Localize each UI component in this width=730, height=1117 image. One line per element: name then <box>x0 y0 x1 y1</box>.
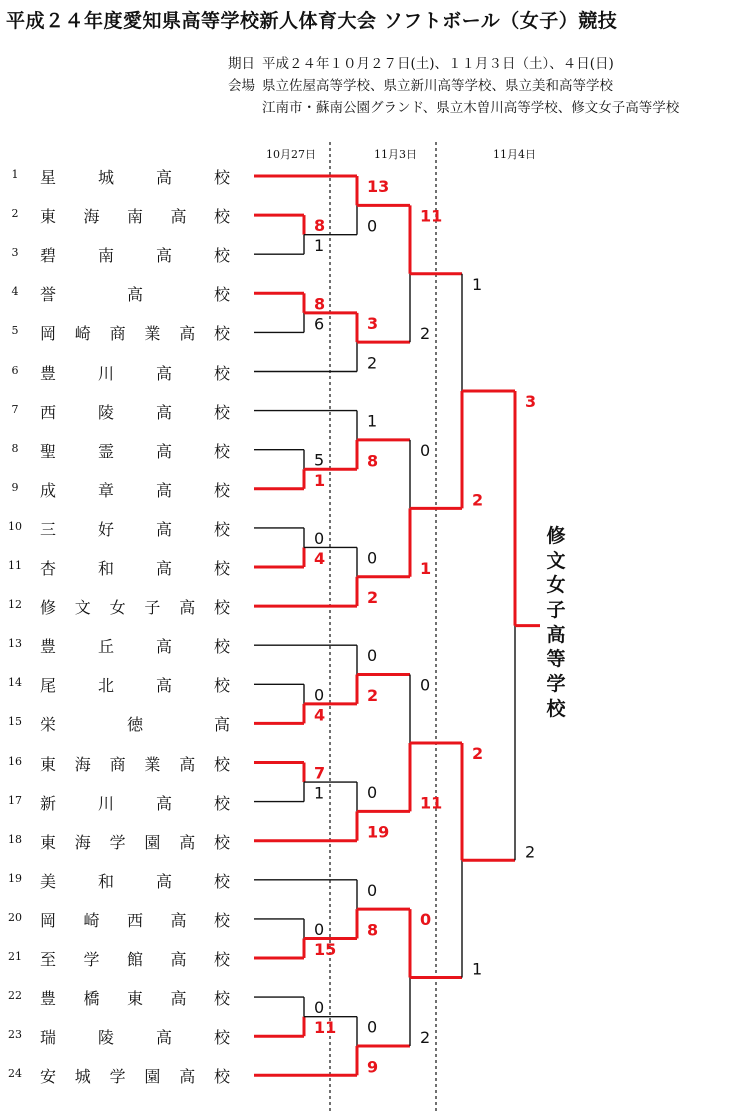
team-number: 10 <box>8 519 22 533</box>
team-number: 15 <box>8 715 22 729</box>
qf-score: 0 <box>420 675 431 695</box>
sf-score: 1 <box>472 274 483 294</box>
qf-score: 0 <box>420 910 432 930</box>
team-number: 3 <box>11 246 19 260</box>
r1-score: 1 <box>314 470 326 490</box>
sf-score: 1 <box>472 959 483 979</box>
team-name: 碧 南 高 校 <box>40 246 230 266</box>
r1-score: 5 <box>314 450 325 470</box>
r1-score: 6 <box>314 314 325 334</box>
r1-score: 0 <box>314 528 325 548</box>
venue-line-2: 江南市・蘇南公園グランド、県立木曽川高等学校、修文女子高等学校 <box>262 100 680 116</box>
r2-score: 19 <box>367 822 390 842</box>
team-number: 9 <box>11 480 19 494</box>
team-number: 8 <box>11 441 19 455</box>
qf-score: 2 <box>420 324 431 344</box>
team-number: 23 <box>8 1028 22 1042</box>
team-number: 18 <box>8 832 22 846</box>
date-label: 期日 <box>228 56 255 72</box>
r1-score: 4 <box>314 705 326 725</box>
team-number: 14 <box>8 676 22 690</box>
final-score: 3 <box>525 392 537 412</box>
team-number: 22 <box>8 989 22 1003</box>
team-name: 誉 高 校 <box>40 285 230 305</box>
r1-score: 15 <box>314 940 337 959</box>
team-name: 星 城 高 校 <box>40 168 230 187</box>
r1-score: 8 <box>314 294 326 314</box>
team-name: 至 学 館 高 校 <box>40 950 230 969</box>
team-name: 尾 北 高 校 <box>40 676 230 696</box>
team-number: 16 <box>8 754 22 768</box>
team-number: 7 <box>11 402 19 416</box>
r1-score: 11 <box>314 1018 337 1038</box>
team-number: 21 <box>8 950 22 963</box>
team-number: 4 <box>11 285 19 299</box>
venue-line-1: 県立佐屋高等学校、県立新川高等学校、県立美和高等学校 <box>262 78 613 94</box>
team-name: 修 文 女 子 高 校 <box>40 598 230 618</box>
team-number: 2 <box>11 207 19 221</box>
r1-score: 0 <box>314 685 325 705</box>
team-name: 東 海 学 園 高 校 <box>40 832 230 852</box>
r2-score: 0 <box>367 783 378 803</box>
r1-score: 4 <box>314 549 326 568</box>
sf-score: 2 <box>472 490 484 510</box>
r1-score: 1 <box>314 236 325 256</box>
team-name: 東 海 商 業 高 校 <box>40 754 230 774</box>
team-number: 20 <box>8 910 22 924</box>
r2-score: 8 <box>367 920 379 940</box>
team-number: 6 <box>11 363 19 377</box>
date-value: 平成２４年１０月２７日(土)、１１月３日（土）、４日(日) <box>262 56 614 72</box>
team-name: 東 海 南 高 校 <box>40 207 230 227</box>
team-name: 岡 崎 商 業 高 校 <box>40 324 230 344</box>
r1-score: 8 <box>314 216 326 236</box>
qf-score: 2 <box>420 1027 431 1047</box>
team-name: 安 城 学 園 高 校 <box>40 1067 230 1087</box>
team-number: 24 <box>8 1067 22 1081</box>
r2-score: 2 <box>367 685 379 705</box>
r2-score: 2 <box>367 588 379 608</box>
team-name: 杏 和 高 校 <box>40 559 230 578</box>
team-name: 西 陵 高 校 <box>40 402 230 422</box>
team-name: 成 章 高 校 <box>40 480 230 500</box>
team-number: 12 <box>8 598 22 612</box>
champion-name: 修文女子高等学校 <box>546 525 566 720</box>
team-name: 岡 崎 西 高 校 <box>40 910 230 930</box>
qf-score: 0 <box>420 440 431 460</box>
r2-score: 0 <box>367 548 378 568</box>
r1-score: 7 <box>314 763 326 783</box>
team-number: 5 <box>11 324 19 338</box>
qf-score: 1 <box>420 558 432 578</box>
r2-score: 8 <box>367 451 379 471</box>
team-name: 聖 霊 高 校 <box>40 441 230 461</box>
r2-score: 3 <box>367 313 379 333</box>
team-number: 13 <box>8 637 22 651</box>
team-number: 17 <box>8 793 22 807</box>
team-name: 三 好 高 校 <box>40 519 230 539</box>
r1-score: 1 <box>314 783 325 803</box>
r2-score: 0 <box>367 646 378 666</box>
r2-score: 0 <box>367 216 378 236</box>
team-name: 瑞 陵 高 校 <box>40 1028 230 1048</box>
round-date-2: 11月3日 <box>374 148 417 161</box>
team-name: 栄 徳 高 <box>40 715 230 735</box>
qf-score: 11 <box>420 793 443 813</box>
r1-score: 0 <box>314 998 325 1018</box>
r2-score: 0 <box>367 1017 378 1037</box>
r2-score: 9 <box>367 1057 379 1077</box>
r2-score: 13 <box>367 177 390 196</box>
r2-score: 1 <box>367 411 378 431</box>
qf-score: 11 <box>420 206 443 226</box>
team-name: 新 川 高 校 <box>40 793 230 813</box>
round-date-3: 11月4日 <box>493 148 536 161</box>
team-number: 1 <box>11 168 19 181</box>
sf-score: 2 <box>472 743 484 763</box>
team-number: 11 <box>8 559 22 572</box>
venue-label: 会場 <box>228 78 255 94</box>
team-name: 豊 丘 高 校 <box>40 637 230 657</box>
r2-score: 0 <box>367 880 378 900</box>
team-number: 19 <box>8 871 22 885</box>
r2-score: 2 <box>367 353 378 373</box>
r1-score: 0 <box>314 919 325 939</box>
page-title: 平成２４年度愛知県高等学校新人体育大会 ソフトボール（女子）競技 <box>6 10 618 32</box>
team-name: 美 和 高 校 <box>40 871 230 891</box>
team-name: 豊 川 高 校 <box>40 363 230 383</box>
team-name: 豊 橋 東 高 校 <box>40 989 230 1009</box>
round-date-1: 10月27日 <box>266 148 316 161</box>
final-score: 2 <box>525 842 536 862</box>
